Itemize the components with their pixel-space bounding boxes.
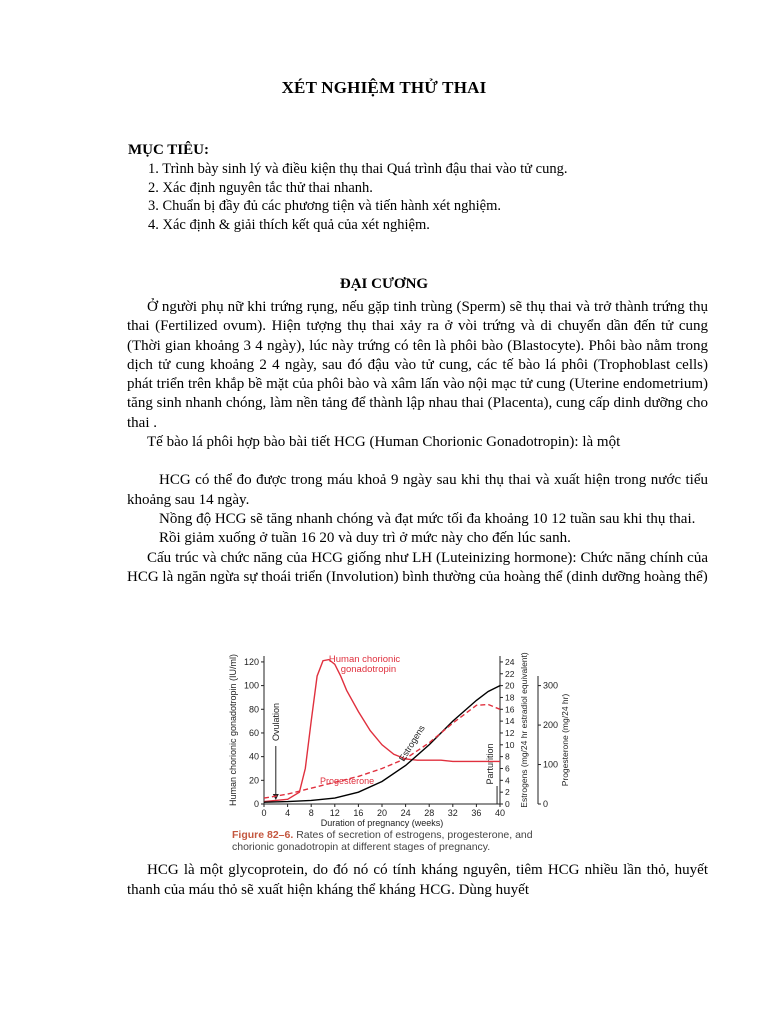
y-right-estrogen-tick-label: 14 [505,716,515,727]
hormone-chart [212,636,582,858]
x-tick-label: 20 [376,808,388,818]
y-left-tick-label: 40 [248,751,259,762]
objective-item: 2. Xác định nguyên tắc thử thai nhanh. [148,179,373,196]
paragraph: Rồi giảm xuống ở tuần 16 20 và duy trì ở mức này cho đến lúc sanh. [159,530,571,547]
y-right-estrogen-axis-label: Estrogens (mg/24 hr estradiol equivalent) [519,652,529,808]
x-tick-label: 12 [329,808,340,818]
y-right-estrogen-tick-label: 8 [505,751,510,762]
y-right-progesterone-tick-label: 0 [543,799,549,809]
y-right-estrogen-tick-label: 16 [505,704,515,715]
y-left-tick-label: 120 [243,656,259,667]
y-left-axis-label: Human chorionic gonadotropin (IU/ml) [228,653,238,807]
series-label-hcg-line2: gonadotropin [340,664,397,675]
figure-caption-text: Rates of secretion of estrogens, progesterone, and chorionic gonadotropin at different stages of pregnancy. [232,829,533,853]
x-axis-label: Duration of pregnancy (weeks) [320,818,444,828]
paragraph: Nồng độ HCG sẽ tăng nhanh chóng và đạt mức tối đa khoảng 10 12 tuần sau khi thụ thai. [159,510,696,527]
x-tick-label: 32 [447,808,458,818]
series-label-estrogens: Estrogens [396,723,427,764]
y-left-tick-label: 20 [248,775,259,786]
y-right-estrogen-tick-label: 18 [505,692,515,703]
x-tick-label: 24 [400,808,411,818]
objectives-heading: MỤC TIÊU: [128,142,209,158]
objective-item: 4. Xác định & giải thích kết quả của xét nghiệm. [148,216,430,233]
x-tick-label: 4 [285,808,291,818]
y-left-tick-label: 0 [253,799,259,809]
ovulation-label: Ovulation [270,702,281,742]
x-tick-label: 36 [471,808,482,818]
x-tick-label: 16 [353,808,364,818]
series-label-progesterone: Progesterone [320,776,375,787]
figure-caption-label: Figure 82–6. [232,829,294,841]
series-line-progesterone [264,702,500,799]
y-right-progesterone-tick-label: 100 [543,759,559,770]
y-right-estrogen-tick-label: 6 [505,763,510,774]
y-left-tick-label: 100 [243,680,259,691]
paragraph: Ở người phụ nữ khi trứng rụng, nếu gặp tinh trùng (Sperm) sẽ thụ thai và trở thành trứng thụ thai (Fertilized ovum). Hiện tượng thụ thai xảy ra ở vòi trứng và di chuyển dần đến tử cung (Thời gian khoảng 3 4 ngày), lúc này trứng có tên là phôi bào (Blastocyte). Phôi bào nằm trong dịch tử cung khoảng 2 4 ngày, sau đó đậu vào tử cung, các tế bào lá phôi (Trophoblast cells) phát triển trên khắp bề mặt của phôi bào và xâm lấn vào nội mạc tử cung (Uterine endometrium) tăng sinh nhanh chóng, làm nền tảng để thành lập nhau thai (Placenta), cung cấp dinh dưỡng cho thai . [127,299,708,431]
objectives-list [148,160,567,234]
y-right-estrogen-tick-label: 4 [505,775,510,786]
y-left-tick-label: 60 [248,727,259,738]
objective-item: 3. Chuẩn bị đầy đủ các phương tiện và tiến hành xét nghiệm. [148,198,501,214]
objective-item: 1. Trình bày sinh lý và điều kiện thụ thai Quá trình đậu thai vào tử cung. [148,161,568,177]
series-label-hcg-line1: Human chorionic [328,654,401,665]
y-right-progesterone-axis-label: Progesterone (mg/24 hr) [560,693,570,787]
y-right-estrogen-tick-label: 22 [505,668,515,679]
section-heading: ĐẠI CƯƠNG [339,276,429,292]
x-tick-label: 28 [424,808,435,818]
tail-text [127,860,708,900]
x-tick-label: 8 [308,808,314,818]
y-right-estrogen-tick-label: 12 [505,727,515,738]
figure-caption [232,830,572,853]
y-right-progesterone-tick-label: 300 [543,680,559,691]
paragraph: Tế bào lá phôi hợp bào bài tiết HCG (Human Chorionic Gonadotropin): là một [147,434,621,451]
y-right-progesterone-tick-label: 200 [543,720,559,731]
body-text [127,298,708,587]
x-tick-label: 0 [261,808,267,818]
y-right-estrogen-tick-label: 10 [505,739,515,750]
x-tick-label: 40 [494,808,506,818]
y-right-estrogen-tick-label: 2 [505,787,510,798]
y-left-tick-label: 80 [248,704,259,715]
y-right-estrogen-tick-label: 0 [505,799,510,809]
paragraph: Cấu trúc và chức năng của HCG giống như LH (Luteinizing hormone): Chức năng chính của HCG là ngăn ngừa sự thoái triển (Involution) bình thường của hoàng thể (dinh dưỡng hoàng thể) [127,549,708,585]
parturition-label: Parturition [485,743,496,785]
series-line-human-chorionic-gonadotropin [264,660,500,802]
page-title: XÉT NGHIỆM THỬ THAI [281,78,487,97]
paragraph: HCG là một glycoprotein, do đó nó có tính kháng nguyên, tiêm HCG nhiều lần thỏ, huyết thanh của máu thỏ sẽ xuất hiện kháng thể kháng HCG. Dùng huyết [127,862,708,898]
y-right-estrogen-tick-label: 24 [505,656,515,667]
paragraph: HCG có thể đo được trong máu khoả 9 ngày sau khi thụ thai và xuất hiện trong nước tiểu khoảng sau 14 ngày. [127,472,708,508]
y-right-estrogen-tick-label: 20 [505,680,515,691]
